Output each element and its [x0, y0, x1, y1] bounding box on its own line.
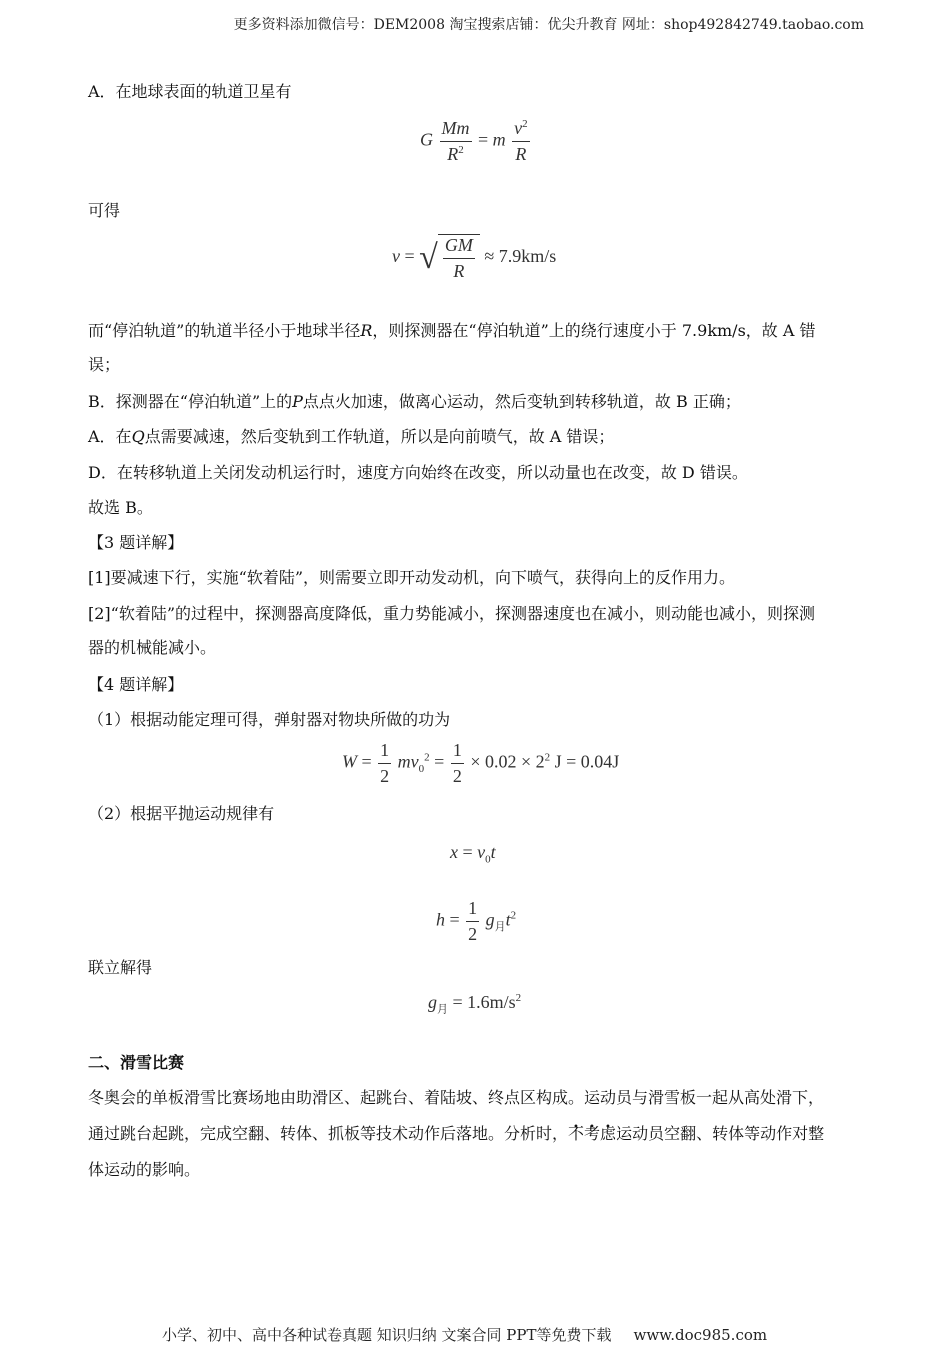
skiing-paragraph: 冬奥会的单板滑雪比赛场地由助滑区、起跳台、着陆坡、终点区构成。运动员与滑雪板一起从高处滑下， 通过跳台起跳，完成空翻、转体、抓板等技术动作后落地。分析时，不考虑运动员空翻、转体等动作对整 体运动的影响。	[88, 1088, 825, 1179]
option-d-line: D．在转移轨道上关闭发动机运行时，速度方向始终在改变，所以动量也在改变，故 D 错误。	[88, 463, 748, 482]
q4-part1: （1）根据动能定理可得，弹射器对物块所做的功为	[88, 710, 451, 729]
answer-line: 故选 B。	[88, 498, 153, 517]
footer-url[interactable]: www.doc985.com	[633, 1326, 768, 1344]
q3-part1: [1]要减速下行，实施“软着陆”，则需要立即开动发动机，向下喷气，获得向上的反作用力。	[88, 568, 736, 587]
page-footer	[162, 1324, 767, 1345]
equation-gravity: G $\frac{Mm}{R^2}$ = m $\frac{v^2}{R}$	[420, 118, 528, 164]
page-header: 更多资料添加微信号：DEM2008 淘宝搜索店铺：优尖升教育 网址：shop492842749.taobao.com	[233, 17, 864, 33]
option-c-line: A．在Q点需要减速，然后变轨到工作轨道，所以是向前喷气，故 A 错误；	[88, 427, 615, 446]
section-title: 二、滑雪比赛	[88, 1053, 185, 1072]
footer-text: 小学、初中、高中各种试卷真题 知识归纳 文案合同 PPT等免费下载	[162, 1326, 612, 1344]
explanation-a: 而“停泊轨道”的轨道半径小于地球半径R，则探测器在“停泊轨道”上的绕行速度小于 7.9km/s，故 A 错 误；	[88, 321, 816, 374]
option-a-line: A．在地球表面的轨道卫星有	[88, 82, 292, 101]
q4-part2: （2）根据平抛运动规律有	[88, 804, 275, 823]
equation-work: W = $\frac{1}{2}$ $mv_0^2$ = $\frac{1}{2}$ × $0.02 \times 2^2$ J = 0.04J	[342, 740, 620, 786]
equation-moon-gravity: $g_月 = 1.6m/s^2$	[428, 992, 522, 1016]
section-heading-q4: 【4 题详解】	[88, 675, 184, 694]
equation-vertical: h = $\frac{1}{2}$ $g_月t^2$	[436, 898, 517, 944]
derive-line: 可得	[88, 201, 121, 220]
solve-line: 联立解得	[88, 958, 153, 977]
q3-part2: [2]“软着陆”的过程中，探测器高度降低，重力势能减小，探测器速度也在减小，则动能也减小，则探测 器的机械能减小。	[88, 604, 816, 657]
equation-velocity: v = √ $\frac{GM}{R}$ ≈ 7.9km/s	[392, 235, 557, 281]
option-b-line: B．探测器在“停泊轨道”上的P点点火加速，做离心运动，然后变轨到转移轨道，故 B 正确；	[88, 392, 741, 411]
equation-horizontal: $x = v_0t$	[450, 842, 496, 866]
section-heading-q3: 【3 题详解】	[88, 533, 184, 552]
